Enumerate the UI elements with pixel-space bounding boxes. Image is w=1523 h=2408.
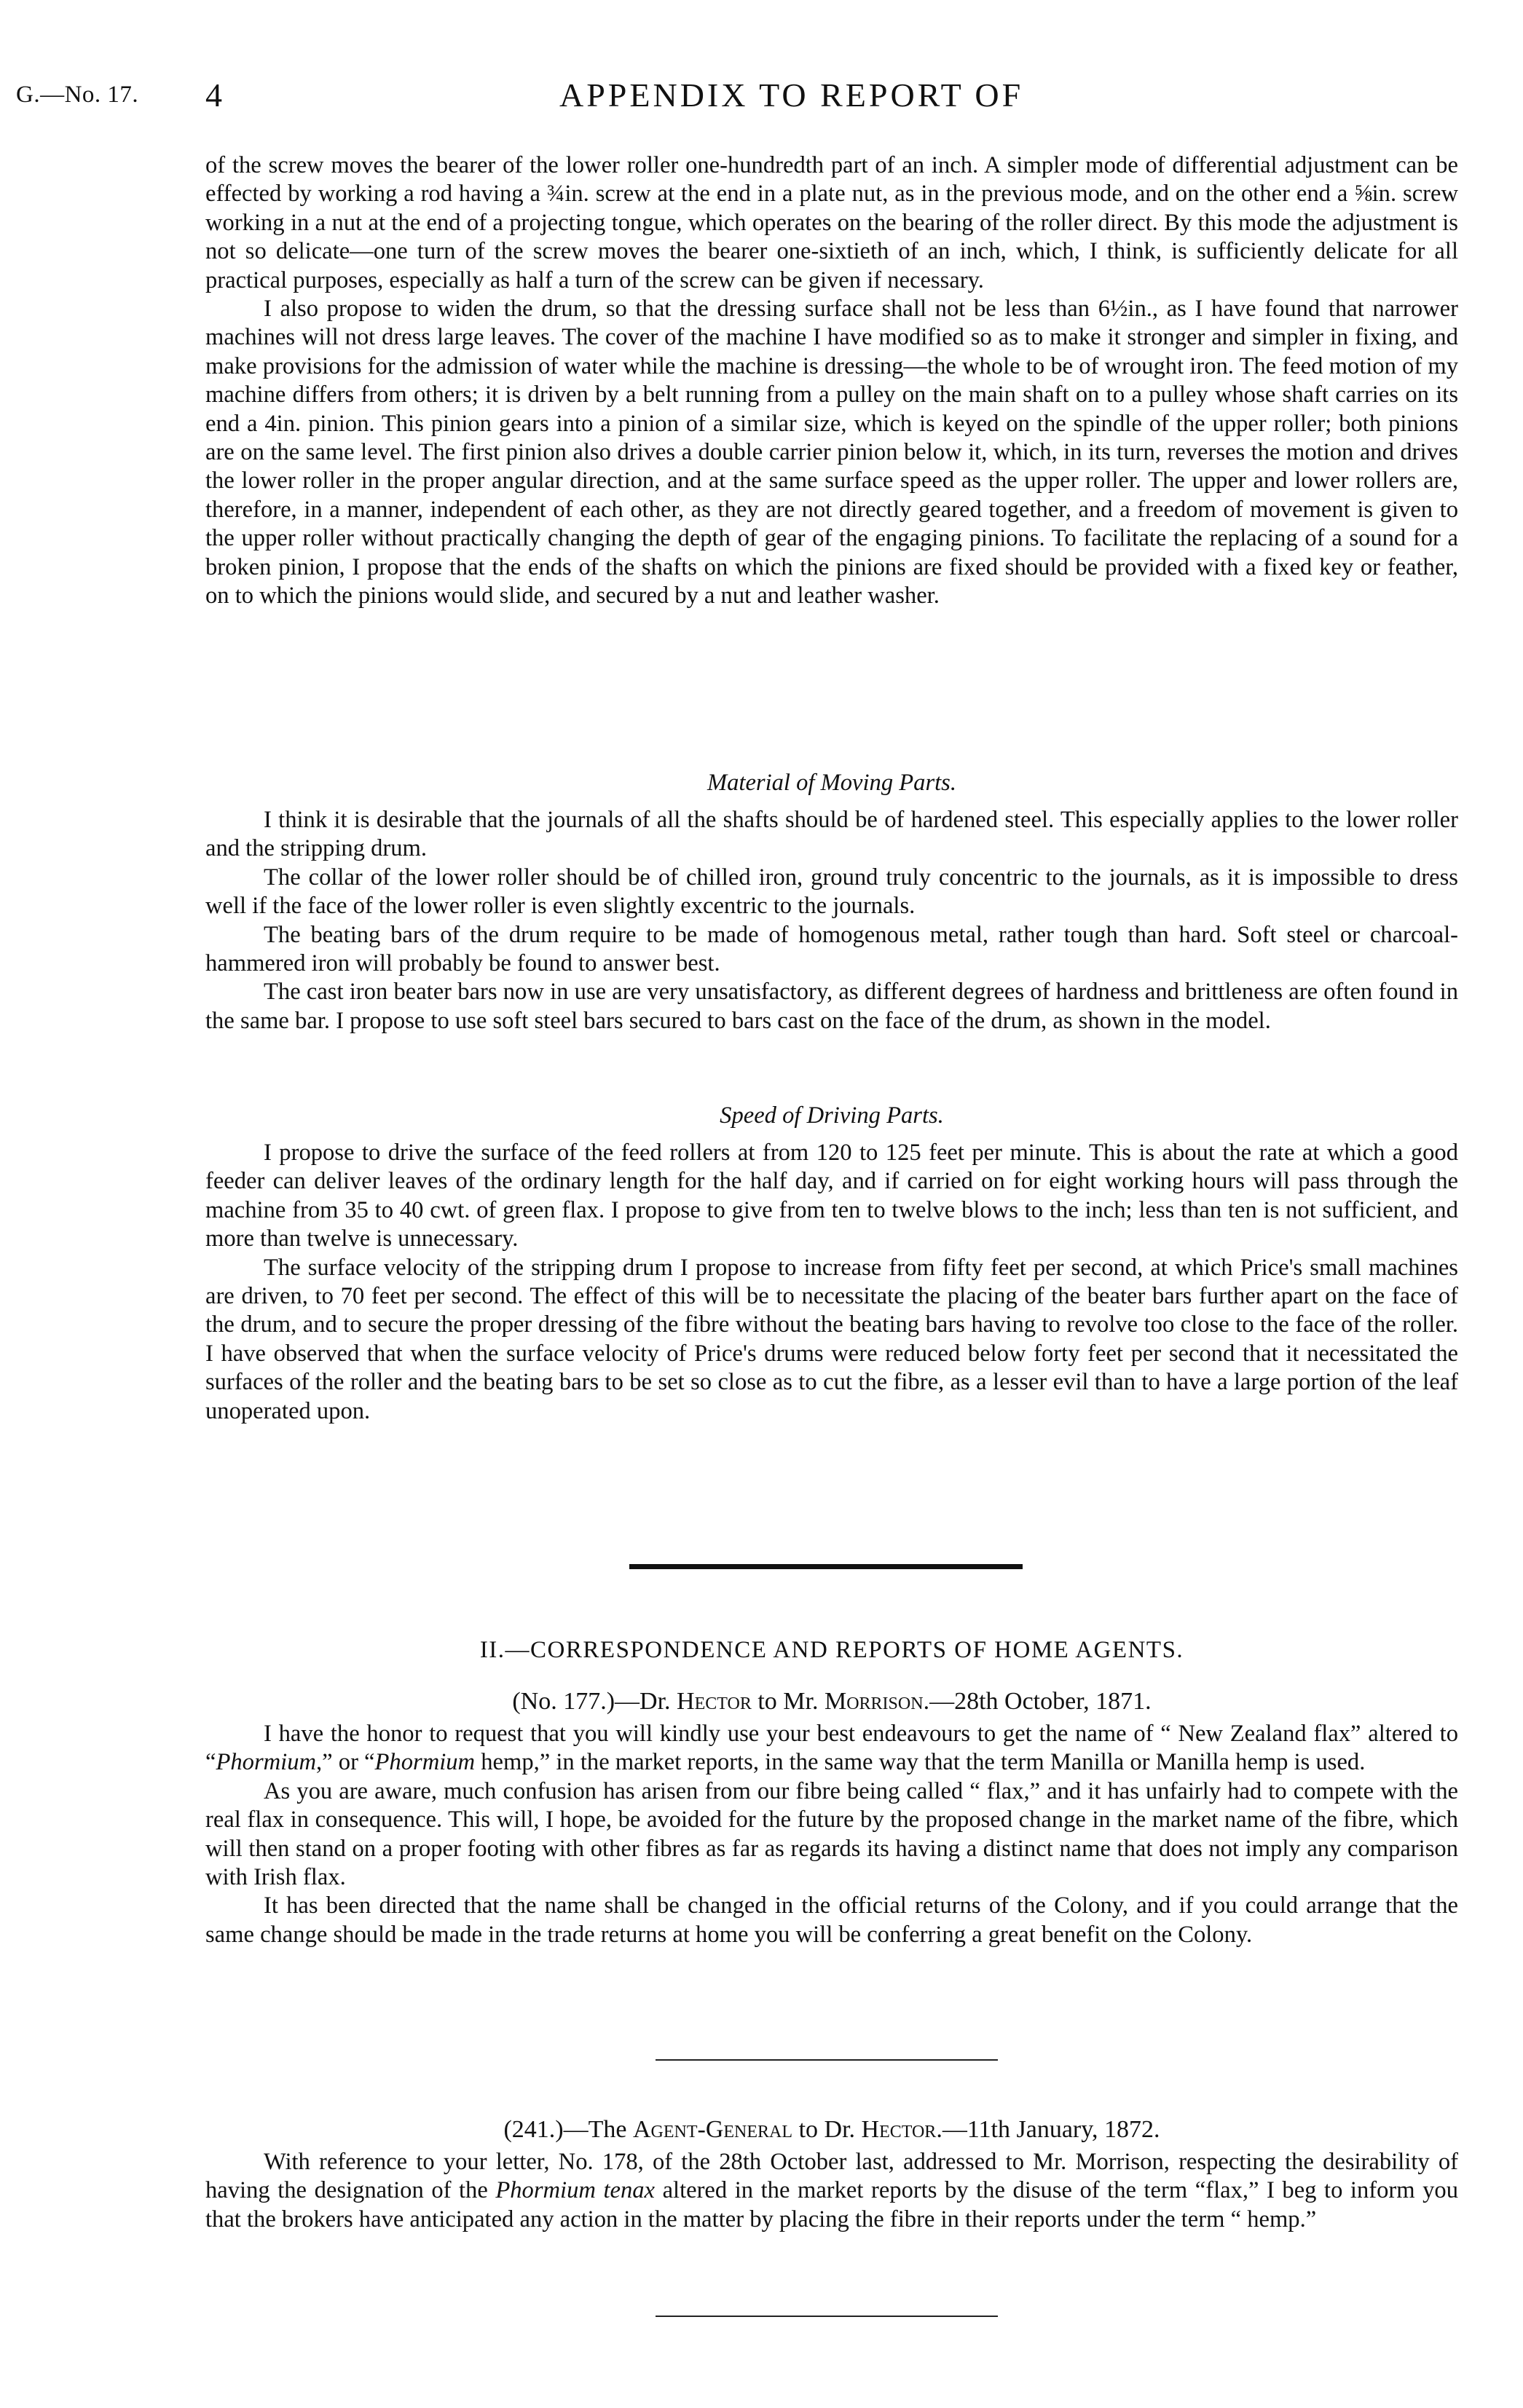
section2-heading-block (205, 1637, 1458, 1664)
letter-177-paragraph-1: I have the honor to request that you will kindly use your best endeavours to get the name of “ New Zealand flax” altered to “Phormium,” or “Phormium hemp,” in the market reports, in the same way that the term Manilla or Manilla hemp is used. (205, 1721, 1458, 1776)
letter-177-paragraph-3: It has been directed that the name shall be changed in the official returns of the Colony, and if you could arrange that the same change should be made in the trade returns at home you will be conferring a great benefit on the Colony. (205, 1892, 1458, 1948)
paragraph-surface-velocity: The surface velocity of the stripping drum I propose to increase from fifty feet per second, at which Price's small machines are driven, to 70 feet per second. The effect of this will be to necessitate the placing of the beater bars further apart on the face of the drum, and to secure the proper dressing of the fibre without the beating bars having to revolve too close to the face of the roller. I have observed that when the surface velocity of Price's drums were reduced below forty feet per second that it necessitated the surfaces of the roller and the beating bars to be set so close as to cut the fibre, as a lesser evil than to have a large portion of the leaf unoperated upon. (205, 1254, 1458, 1424)
paragraph-drum-width: I also propose to widen the drum, so that the dressing surface shall not be less than 6½in., as I have found that narrower machines will not dress large leaves. The cover of the machine I have modified so as to make it stronger and simpler in fixing, and make provisions for the admission of water while the machine is dressing—the whole to be of wrought iron. The feed motion of my machine differs from others; it is driven by a belt running from a pulley on the main shaft on to a pulley whose shaft carries on its end a 4in. pinion. This pinion gears into a pinion of a similar size, which is keyed on the spindle of the upper roller; both pinions are on the same level. The first pinion also drives a double carrier pinion below it, which, in its turn, reverses the motion and drives the lower roller in the proper angular direction, and at the same surface speed as the upper roller. The upper and lower rollers are, therefore, in a manner, independent of each other, as they are not directly geared together, and a freedom of movement is given to the upper roller without practically changing the depth of gear of the engaging pinions. To facilitate the replacing of a sound for a broken pinion, I propose that the ends of the shafts on which the pinions are fixed should be provided with a fixed key or feather, on to which the pinions would slide, and secured by a nut and leather washer. (205, 296, 1458, 609)
speed-section (205, 1101, 1458, 1426)
letter-177-paragraph-2: As you are aware, much confusion has arisen from our fibre being called “ flax,” and it has unfairly had to compete with the real flax in consequence. This will, I hope, be avoided for the future by the proposed change in the market name of the fibre, which will then stand on a proper footing with other fibres as far as regards its having a distinct name that does not imply any comparison with Irish flax. (205, 1777, 1458, 1891)
letter-177-heading: (No. 177.)—Dr. Hector to Mr. Morrison.—28th October, 1871. (512, 1688, 1152, 1715)
paragraph-collar: The collar of the lower roller should be of chilled iron, ground truly concentric to the journals, as it is impossible to dress well if the face of the lower roller is even slightly excentric to the journals. (205, 864, 1458, 920)
running-head: APPENDIX TO REPORT OF (559, 76, 1024, 114)
speed-heading: Speed of Driving Parts. (720, 1102, 944, 1129)
end-divider (656, 2316, 998, 2317)
paragraph-screw-adjustment: of the screw moves the bearer of the lower roller one-hundredth part of an inch. A simpler mode of differential adjustment can be effected by working a rod having a ¾in. screw at the end in a plate nut, as in the previous mode, and on the other end a ⅝in. screw working in a nut at the end of a projecting tongue, which operates on the bearing of the roller direct. By this mode the adjustment is not so delicate—one turn of the screw moves the bearer one-sixtieth of an inch, which, I think, is sufficiently delicate for all practical purposes, especially as half a turn of the screw can be given if necessary. (205, 152, 1458, 293)
letter-177 (205, 1688, 1458, 1949)
section2-heading: II.—CORRESPONDENCE AND REPORTS OF HOME AGENTS. (479, 1637, 1184, 1663)
letter-241 (205, 2116, 1458, 2234)
section-divider (629, 1564, 1023, 1569)
series-number: G.—No. 17. (16, 82, 139, 108)
page-number: 4 (205, 76, 222, 114)
letter-divider (656, 2059, 998, 2061)
paragraph-cast-iron: The cast iron beater bars now in use are very unsatisfactory, as different degrees of hardness and brittleness are often found in the same bar. I propose to use soft steel bars secured to bars cast on the face of the drum, as shown in the model. (205, 979, 1458, 1034)
material-section (205, 768, 1458, 1035)
material-heading: Material of Moving Parts. (707, 770, 957, 796)
paragraph-beating-bars: The beating bars of the drum require to be made of homogenous metal, rather tough than hard. Soft steel or charcoal-hammered iron will probably be found to answer best. (205, 921, 1458, 977)
letter-241-heading: (241.)—The Agent-General to Dr. Hector.—11th January, 1872. (503, 2116, 1160, 2143)
paragraph-feed-rollers: I propose to drive the surface of the feed rollers at from 120 to 125 feet per minute. This is about the rate at which a good feeder can deliver leaves of the ordinary length for the half day, and if carried on for eight working hours will pass through the machine from 35 to 40 cwt. of green flax. I propose to give from ten to twelve blows to the inch; less than ten is not sufficient, and more than twelve is unnecessary. (205, 1140, 1458, 1252)
paragraph-journals: I think it is desirable that the journals of all the shafts should be of hardened steel. This especially applies to the lower roller and the stripping drum. (205, 807, 1458, 862)
letter-241-paragraph-1: With reference to your letter, No. 178, of the 28th October last, addressed to Mr. Morrison, respecting the desirability of having the designation of the Phormium tenax altered in the market reports by the disuse of the term “flax,” I beg to inform you that the brokers have anticipated any action in the matter by placing the fibre in their reports under the term “ hemp.” (205, 2149, 1458, 2233)
part1-body (205, 151, 1458, 611)
